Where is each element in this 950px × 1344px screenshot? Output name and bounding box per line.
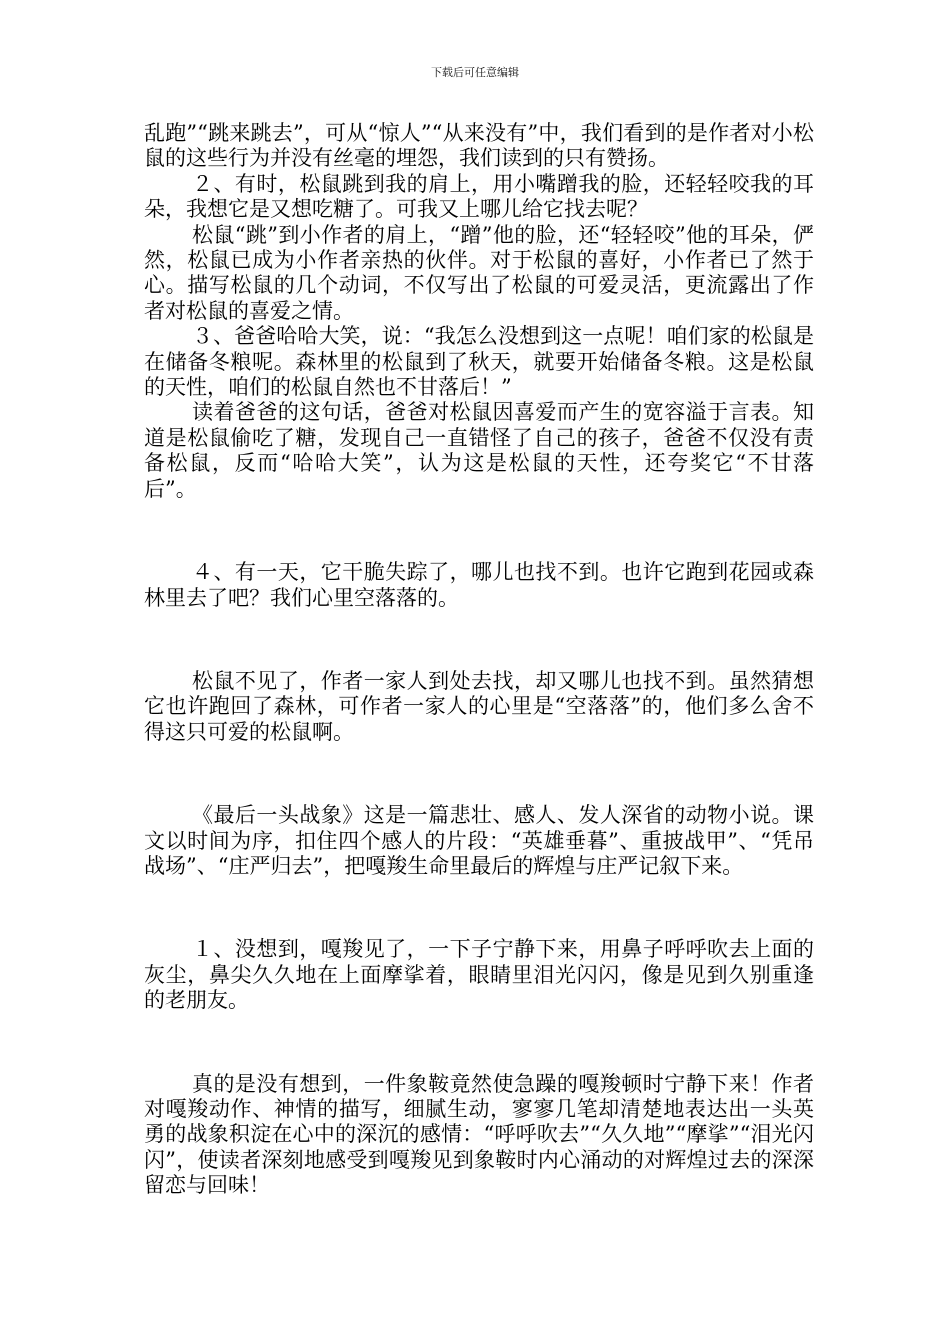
paragraph-8: 《最后一头战象》这是一篇悲壮、感人、发人深省的动物小说。课文以时间为序，扣住四个感人的片段：“英雄垂暮”、重披战甲”、“凭吊战场”、“庄严归去”，把嘎羧生命里最后的辉煌与庄严记叙下来。	[144, 803, 814, 878]
paragraph-7: 松鼠不见了，作者一家人到处去找，却又哪儿也找不到。虽然猜想它也许跑回了森林，可作者一家人的心里是“空落落”的，他们多么舍不得这只可爱的松鼠啊。	[144, 668, 814, 744]
paragraph-3: 松鼠“跳”到小作者的肩上，“蹭”他的脸，还“轻轻咬”他的耳朵，俨然，松鼠已成为小作者亲热的伙伴。对于松鼠的喜好，小作者已了然于心。描写松鼠的几个动词，不仅写出了松鼠的可爱灵活，更流露出了作者对松鼠的喜爱之情。	[144, 222, 814, 323]
paragraph-1: 乱跑”“跳来跳去”，可从“惊人”“从来没有”中，我们看到的是作者对小松鼠的这些行为并没有丝毫的埋怨，我们读到的只有赞扬。	[144, 121, 814, 171]
page-header: 下载后可任意编辑	[431, 66, 519, 79]
paragraph-9: １、没想到，嘎羧见了，一下子宁静下来，用鼻子呼呼吹去上面的灰尘，鼻尖久久地在上面摩挲着，眼睛里泪光闪闪，像是见到久别重逢的老朋友。	[144, 937, 814, 1013]
document-body	[144, 121, 814, 1199]
paragraph-4: ３、爸爸哈哈大笑，说：“我怎么没想到这一点呢！咱们家的松鼠是在储备冬粮呢。森林里的松鼠到了秋天，就要开始储备冬粮。这是松鼠的天性，咱们的松鼠自然也不甘落后！”	[144, 324, 814, 400]
paragraph-5: 读着爸爸的这句话，爸爸对松鼠因喜爱而产生的宽容溢于言表。知道是松鼠偷吃了糖，发现自己一直错怪了自己的孩子，爸爸不仅没有责备松鼠，反而“哈哈大笑”，认为这是松鼠的天性，还夸奖它“不甘落后”。	[144, 400, 814, 501]
paragraph-10: 真的是没有想到，一件象鞍竟然使急躁的嘎羧顿时宁静下来！作者对嘎羧动作、神情的描写，细腻生动，寥寥几笔却清楚地表达出一头英勇的战象积淀在心中的深沉的感情：“呼呼吹去”“久久地”“摩挲”“泪光闪闪”，使读者深刻地感受到嘎羧见到象鞍时内心涌动的对辉煌过去的深深留恋与回味！	[144, 1071, 814, 1198]
paragraph-6: ４、有一天，它干脆失踪了，哪儿也找不到。也许它跑到花园或森林里去了吧？我们心里空落落的。	[144, 560, 814, 610]
paragraph-2: ２、有时，松鼠跳到我的肩上，用小嘴蹭我的脸，还轻轻咬我的耳朵，我想它是又想吃糖了。可我又上哪儿给它找去呢？	[144, 171, 814, 222]
